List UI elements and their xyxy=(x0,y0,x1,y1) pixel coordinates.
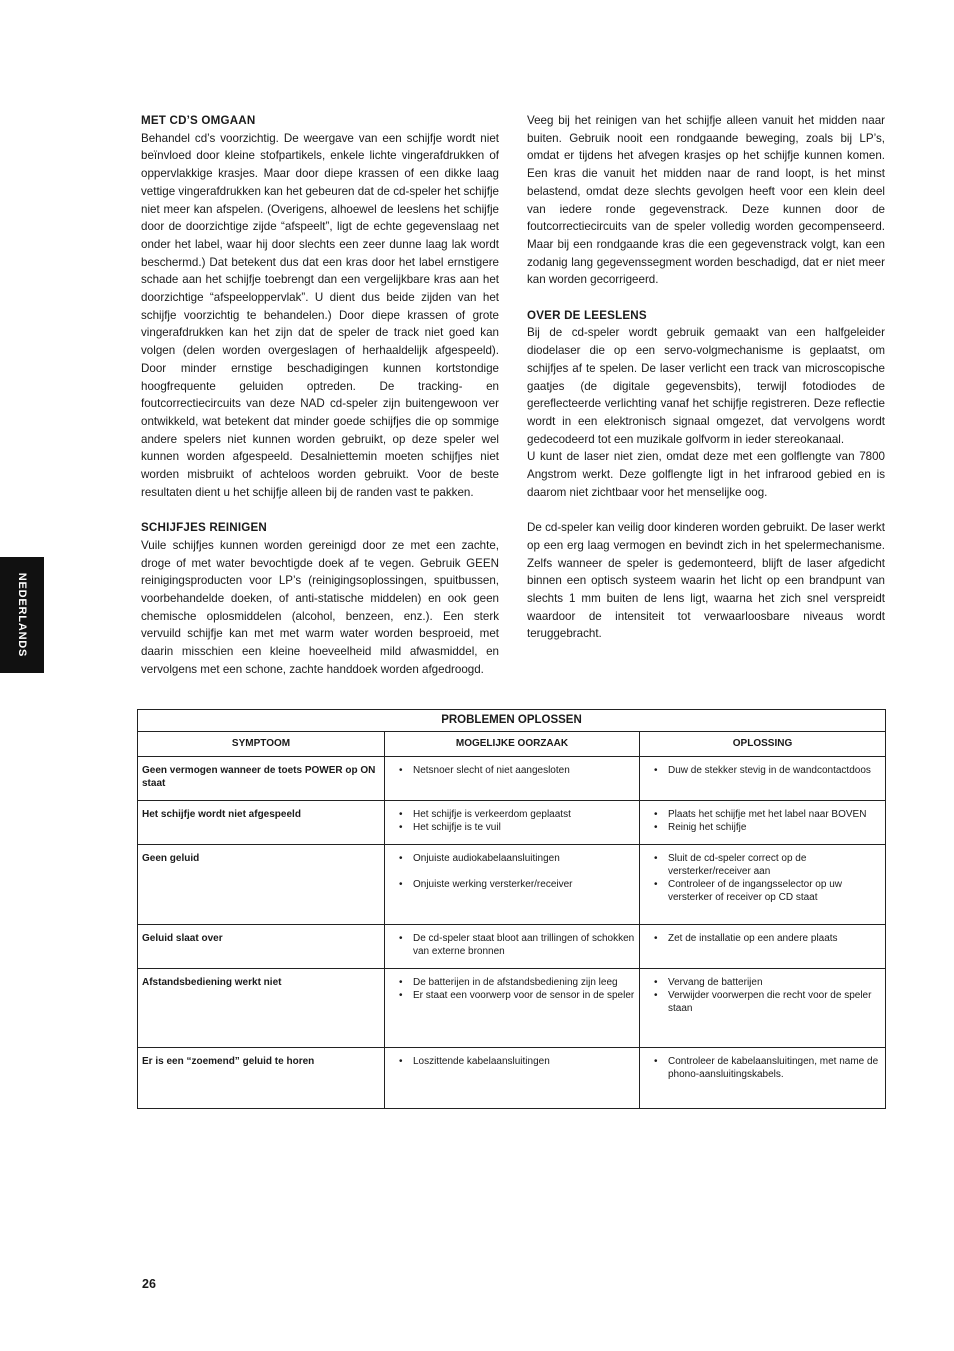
cause-cell xyxy=(385,757,640,801)
symptom-cell: Het schijfje wordt niet afgespeeld xyxy=(138,801,385,845)
table-row xyxy=(138,969,886,1048)
solution-item: • Plaats het schijfje met het label naar BOVEN xyxy=(644,808,881,821)
cause-cell xyxy=(385,845,640,925)
solution-cell xyxy=(640,801,886,845)
solution-cell xyxy=(640,925,886,969)
cause-item: • Het schijfje is te vuil xyxy=(389,821,635,834)
section-heading-laser: OVER DE LEESLENS xyxy=(527,308,647,322)
left-column xyxy=(141,112,499,678)
cause-cell xyxy=(385,801,640,845)
symptom-cell: Afstandsbediening werkt niet xyxy=(138,969,385,1048)
cause-item: • Het schijfje is verkeerdom geplaatst xyxy=(389,808,635,821)
solution-item: • Reinig het schijfje xyxy=(644,821,881,834)
cause-item: • Onjuiste audiokabelaansluitingen xyxy=(389,852,635,865)
solution-item: • Verwijder voorwerpen die recht voor de speler staan xyxy=(644,989,881,1015)
cause-item: • Netsnoer slecht of niet aangesloten xyxy=(389,764,635,777)
table-row xyxy=(138,845,886,925)
solution-item: • Vervang de batterijen xyxy=(644,976,881,989)
symptom-cell: Geluid slaat over xyxy=(138,925,385,969)
solution-cell xyxy=(640,845,886,925)
section-heading-cleaning: SCHIJFJES REINIGEN xyxy=(141,521,268,535)
cause-cell xyxy=(385,969,640,1048)
language-side-tab xyxy=(0,557,44,673)
cause-item: • Onjuiste werking versterker/receiver xyxy=(389,878,635,891)
solution-item: • Controleer de kabelaansluitingen, met name de phono-aansluitingskabels. xyxy=(644,1055,881,1081)
table-row xyxy=(138,1048,886,1109)
symptom-cell: Er is een “zoemend” geluid te horen xyxy=(138,1048,385,1109)
solution-item: • Controleer of de ingangsselector op uw versterker of receiver op CD staat xyxy=(644,878,881,904)
section-heading-cd-handling: MET CD’S OMGAAN xyxy=(141,114,256,127)
column-header-solution: OPLOSSING xyxy=(640,732,886,757)
table-row xyxy=(138,801,886,845)
solution-item: • Zet de installatie op een andere plaats xyxy=(644,932,881,945)
cause-item: • De batterijen in de afstandsbediening zijn leeg xyxy=(389,976,635,989)
cause-item: • Er staat een voorwerp voor de sensor in de speler xyxy=(389,989,635,1002)
section-body-laser-1: Bij de cd-speler wordt gebruik gemaakt van een halfgeleider diodelaser die op een servo-volgmechanisme is geplaatst, om schijfjes af te spelen. De laser verlicht een track van microscopische gaatjes (de digitale gegevensbits), terwijl fotodiodes de gereflecteerde verlichting vanaf het schijfje registreren. Deze reflectie wordt in een elektronisch signaal omgezet, dat vervolgens wordt gedecodeerd tot een muzikale golfvorm in ieder stereokanaal. xyxy=(527,326,885,446)
language-tab-label: NEDERLANDS xyxy=(16,572,28,658)
section-body-laser-2: U kunt de laser niet zien, omdat deze met een golflengte van 7800 Angstrom werkt. Deze golflengte ligt in het infrarood gebied en is daarom niet zichtbaar voor het menselijke oog. xyxy=(527,450,885,499)
solution-item: • Duw de stekker stevig in de wandcontactdoos xyxy=(644,764,881,777)
solution-cell xyxy=(640,1048,886,1109)
table-row xyxy=(138,925,886,969)
solution-item: • Sluit de cd-speler correct op de versterker/receiver aan xyxy=(644,852,881,878)
solution-cell xyxy=(640,969,886,1048)
symptom-cell: Geen vermogen wanneer de toets POWER op ON staat xyxy=(138,757,385,801)
symptom-cell: Geen geluid xyxy=(138,845,385,925)
table-row xyxy=(138,757,886,801)
page-number: 26 xyxy=(142,1277,156,1291)
table-title: PROBLEMEN OPLOSSEN xyxy=(138,710,886,732)
cleaning-continued-text: Veeg bij het reinigen van het schijfje alleen vanuit het midden naar buiten. Gebruik nooit een rondgaande beweging, zoals bij LP’s, omdat er tijdens het afvegen krasjes op het schijfje kunnen komen. Een kras die vanuit het midden naar de rand loopt, is het minst belastend, omdat deze slechts gevolgen heeft voor een klein deel van iedere ronde gegevenstrack. Deze kunnen door de foutcorrectiecircuits van de speler volledig worden gecompenseerd. Maar bij een rondgaande kras die een gegevenstrack volgt, kan een zodanig lang gegevenssegment worden beschadigd, dat er niet meer kan worden gecorrigeerd. xyxy=(527,114,885,287)
right-column xyxy=(527,112,885,643)
column-header-symptom: SYMPTOOM xyxy=(138,732,385,757)
section-body-cd-handling: Behandel cd’s voorzichtig. De weergave van een schijfje wordt niet beïnvloed door kleine stofpartikels, enkele lichte vingerafdrukken of oppervlakkige krasjes. Maar door diepe krassen of een dikke laag vettige vingerafdrukken kan het gebeuren dat de cd-speler het schijfje niet meer kan afspelen. (Overigens, alhoewel de leeslens het schijfje door de doorzichtige zijde “afspeelt”, ligt de echte gegevenslaag net onder het label, waar hij door slechts een zeer dunne laag lak wordt beschermd.) Dat betekent dus dat een kras door het label ernstigere schade aan het schijfje toebrengt dan een vergelijkbare kras aan het doorzichtige “afspeeloppervlak”. U dient dus beide zijden van het schijfje voorzichtig te behandelen.) Door diepe krassen of grote vingerafdrukken kan het zijn dat de speler de track niet goed kan volgen (delen worden overgeslagen of herhaaldelijk afgespeeld). Door minder ernstige beschadigingen kunnen kortstondige hoogfrequente geluiden optreden. De tracking- en foutcorrectiecircuits van deze NAD cd-speler zijn buitengewoon ver ontwikkeld, wat betekent dat minder goede schijfjes die op sommige andere spelers niet kunnen worden gebruikt, op deze speler wel kunnen worden afgespeeld. Desalniettemin moeten schijfjes niet worden misbruikt of achteloos worden gebruikt. Voor de beste resultaten dient u het schijfje alleen bij de randen vast te pakken. xyxy=(141,131,499,499)
section-body-laser-3: De cd-speler kan veilig door kinderen worden gebruikt. De laser werkt op een erg laag vermogen en bevindt zich in het spelermechanisme. Zelfs wanneer de speler is gedemonteerd, blijft de laser afgedicht binnen een optisch systeem waarin het licht op een brandpunt van slechts 1 mm buiten de lens ligt, waarna het zich snel verspreidt waardoor de intensiteit tot verwaarloosbare niveaus wordt teruggebracht. xyxy=(527,521,885,641)
solution-cell xyxy=(640,757,886,801)
cause-item: • De cd-speler staat bloot aan trillingen of schokken van externe bronnen xyxy=(389,932,635,958)
cause-cell xyxy=(385,925,640,969)
cause-cell xyxy=(385,1048,640,1109)
cause-item: • Loszittende kabelaansluitingen xyxy=(389,1055,635,1068)
column-header-cause: MOGELIJKE OORZAAK xyxy=(385,732,640,757)
troubleshooting-table xyxy=(137,709,886,1109)
section-body-cleaning: Vuile schijfjes kunnen worden gereinigd door ze met een zachte, droge of met water bevochtigde doek af te vegen. Gebruik GEEN reinigingsproducten voor LP’s (reinigingsoplossingen, spuitbussen, voorbehandelde doeken, of anti-statische middelen) en ook geen chemische oplosmiddelen (alcohol, benzeen, enz.). Een sterk vervuild schijfje kan met met warm water worden besproeid, met daarin misschien een kleine hoeveelheid mild afwasmiddel, en vervolgens met een schone, zachte handdoek worden afgedroogd. xyxy=(141,538,499,676)
